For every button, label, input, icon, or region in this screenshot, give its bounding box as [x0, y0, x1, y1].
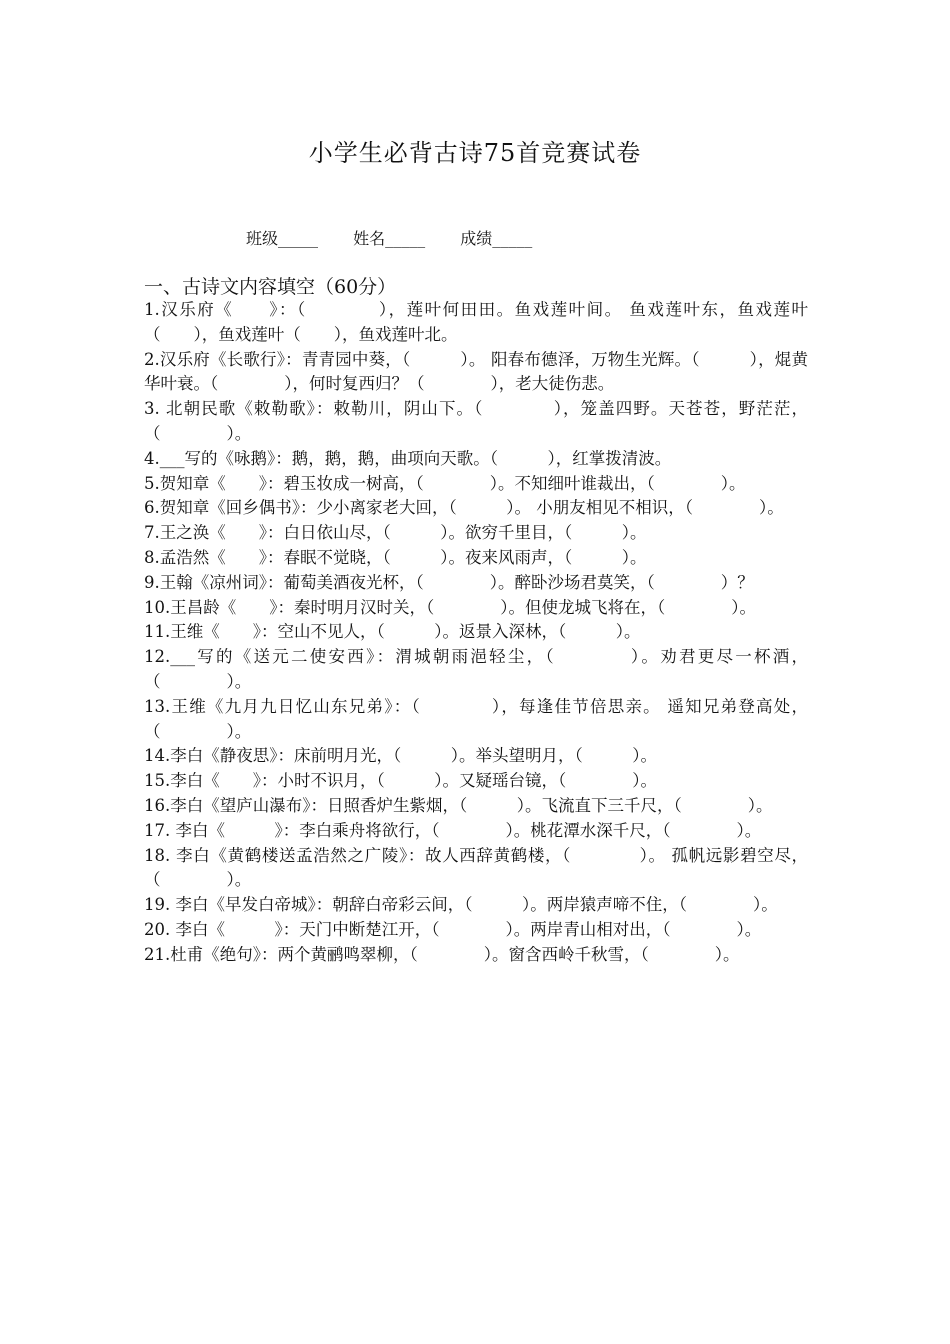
- question-list: [144, 298, 808, 968]
- question-item: 10.王昌龄《 》：秦时明月汉时关，（ ）。但使龙城飞将在，（ ）。: [144, 597, 756, 617]
- page-title: 小学生必背古诗75首竞赛试卷: [308, 139, 642, 167]
- question-item: 12.___写的《送元二使安西》：渭城朝雨浥轻尘，（ ）。劝君更尽一杯酒，（ ）。: [144, 647, 808, 691]
- question-item: 5.贺知章《 》：碧玉妆成一树高，（ ）。不知细叶谁裁出，（ ）。: [144, 473, 746, 493]
- question-item: 4.___写的《咏鹅》：鹅，鹅，鹅，曲项向天歌。（ ），红掌拨清波。: [144, 448, 672, 468]
- name-field[interactable]: 姓名_____: [353, 229, 426, 248]
- question-item: 14.李白《静夜思》：床前明月光，（ ）。举头望明月，（ ）。: [144, 746, 657, 766]
- question-item: 7.王之涣《 》：白日依山尽，（ ）。欲穷千里目，（ ）。: [144, 523, 647, 543]
- student-info-row: [246, 226, 562, 249]
- question-item: 19. 李白《早发白帝城》：朝辞白帝彩云间，（ ）。两岸猿声啼不住，（ ）。: [144, 895, 778, 915]
- question-item: 6.贺知章《回乡偶书》：少小离家老大回，（ ）。 小朋友相见不相识，（ ）。: [144, 498, 784, 518]
- score-field[interactable]: 成绩_____: [460, 229, 533, 248]
- question-item: 18. 李白《黄鹤楼送孟浩然之广陵》：故人西辞黄鹤楼，（ ）。 孤帆远影碧空尽，（ ）。: [144, 845, 808, 890]
- question-item: 1.汉乐府《 》：（ ），莲叶何田田。鱼戏莲叶间。 鱼戏莲叶东，鱼戏莲叶（ ），鱼戏莲叶（ ），鱼戏莲叶北。: [144, 300, 808, 344]
- question-item: 21.杜甫《绝句》：两个黄鹂鸣翠柳，（ ）。窗含西岭千秋雪，（ ）。: [144, 944, 740, 964]
- question-item: 13.王维《九月九日忆山东兄弟》：（ ），每逢佳节倍思亲。 遥知兄弟登高处，（ ）。: [144, 696, 808, 741]
- question-item: 11.王维《 》：空山不见人，（ ）。返景入深林，（ ）。: [144, 622, 641, 642]
- question-item: 9.王翰《凉州词》：葡萄美酒夜光杯，（ ）。醉卧沙场君莫笑，（ ）？: [144, 572, 754, 592]
- question-item: 16.李白《望庐山瀑布》：日照香炉生紫烟，（ ）。飞流直下三千尺，（ ）。: [144, 795, 773, 815]
- question-item: 17. 李白《 》：李白乘舟将欲行，（ ）。桃花潭水深千尺，（ ）。: [144, 820, 762, 840]
- question-item: 15.李白《 》：小时不识月，（ ）。又疑瑶台镜，（ ）。: [144, 771, 657, 791]
- question-item: 8.孟浩然《 》：春眠不觉晓，（ ）。夜来风雨声，（ ）。: [144, 547, 647, 567]
- question-item: 3. 北朝民歌《敕勒歌》：敕勒川，阴山下。（ ），笼盖四野。天苍苍，野茫茫，（ ）。: [144, 399, 808, 443]
- class-field[interactable]: 班级_____: [246, 229, 319, 248]
- question-item: 20. 李白《 》：天门中断楚江开，（ ）。两岸青山相对出，（ ）。: [144, 919, 762, 939]
- section-heading: 一、古诗文内容填空（60分）: [144, 276, 397, 298]
- question-item: 2.汉乐府《长歌行》：青青园中葵，（ ）。 阳春布德泽，万物生光辉。（ ），焜黄华叶衰。（ ），何时复西归？（ ），老大徒伤悲。: [144, 349, 808, 394]
